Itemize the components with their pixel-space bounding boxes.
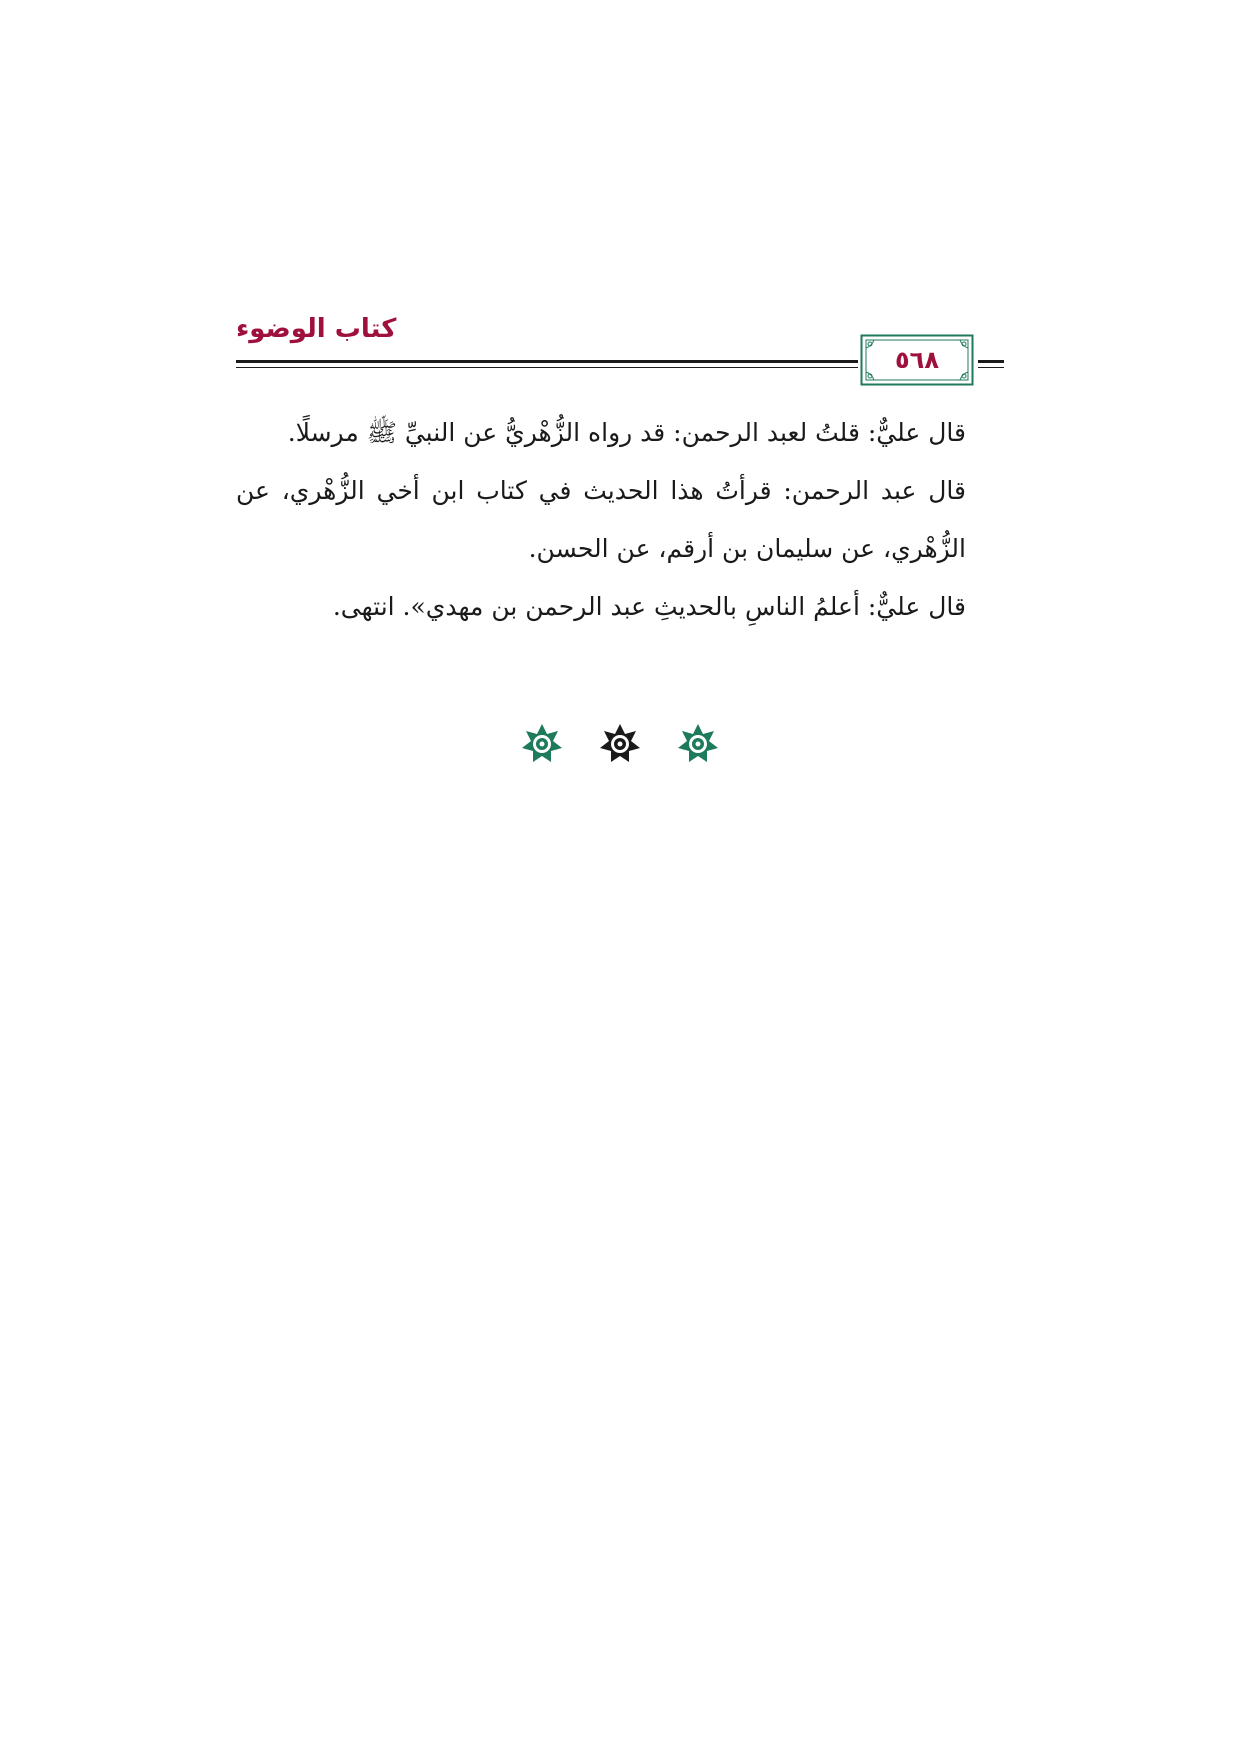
running-title: كتاب الوضوء xyxy=(236,314,397,344)
header-rule-right-thick xyxy=(978,360,1004,363)
star-ornament-icon xyxy=(598,722,642,766)
paragraph-1: قال عليٌّ: قلتُ لعبد الرحمن: قد رواه الزُّهْريُّ عن النبيِّ ﷺ مرسلًا. xyxy=(287,418,966,447)
header-rule-right-thin xyxy=(978,367,1004,368)
section-end-ornaments xyxy=(520,722,720,766)
star-ornament-icon xyxy=(676,722,720,766)
body-text xyxy=(236,404,1006,636)
page-number-frame xyxy=(860,334,974,386)
star-ornament-icon xyxy=(520,722,564,766)
header-rule-thin xyxy=(236,367,858,368)
paragraph-3: قال عليٌّ: أعلمُ الناسِ بالحديثِ عبد الرحمن بن مهدي». انتهى. xyxy=(332,592,966,621)
paragraph-2: قال عبد الرحمن: قرأتُ هذا الحديث في كتاب ابن أخي الزُّهْري، عن الزُّهْري، عن سليمان بن أرقم، عن الحسن. xyxy=(236,476,966,563)
page-number: ٥٦٨ xyxy=(895,346,939,374)
header-rule-thick xyxy=(236,360,858,363)
